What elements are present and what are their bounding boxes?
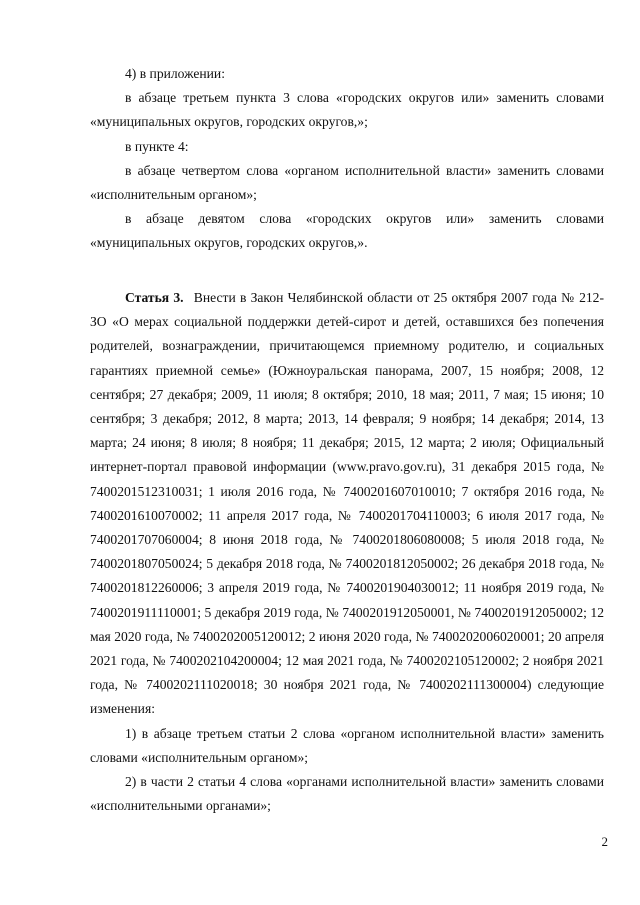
paragraph-item-4: 4) в приложении:	[125, 66, 225, 81]
article-3-intro-text: Внести в Закон Челябинской области от 25 октября 2007 года № 212-ЗО «О мерах социальной поддержки детей-сирот и детей, оставшихся без попечения родителей, вознаграждении, причитающемся приемному родителю, и социальных гарантиях приемной семье» (Южноуральская панорама, 2007, 15 ноября; 2008, 12 сентября; 27 декабря; 2009, 11 июля; 8 октября; 2010, 18 мая; 2011, 7 мая; 15 июня; 10 сентября; 3 декабря; 2012, 8 марта; 2013, 14 февраля; 9 ноября; 14 декабря; 2014, 13 марта; 24 июня; 8 июля; 8 ноября; 11 декабря; 2015, 12 марта; 2 июля; Официальный интернет-портал правовой информации (www.pravo.gov.ru), 31 декабря 2015 года, № 7400201512310031; 1 июля 2016 года, № 7400201607010010; 7 октября 2016 года, № 7400201610070002; 11 апреля 2017 года, № 7400201704110003; 6 июля 2017 года, № 7400201707060004; 8 июня 2018 года, № 7400201806080008; 5 июля 2018 года, № 7400201807050024; 5 декабря 2018 года, № 7400201812050002; 26 декабря 2018 года, № 7400201812260006; 3 апреля 2019 года, № 7400201904030012; 11 ноября 2019 года, № 7400201911110001; 5 декабря 2019 года, № 7400201912050001, № 7400201912050002; 12 мая 2020 года, № 7400202005120012; 2 июня 2020 года, № 7400202006020001; 20 апреля 2021 года, № 7400202104200004; 12 мая 2021 года, № 7400202105120002; 2 ноября 2021 года, № 7400202111020018; 30 ноября 2021 года, № 7400202111300004) следующие изменения:	[90, 290, 604, 717]
paragraph-point-4-heading: в пункте 4:	[125, 138, 189, 154]
article-3-intro-paragraph	[90, 286, 604, 722]
paragraph-point-4-abzats-9: в абзаце девятом слова «городских округов или» заменить словами «муниципальных округов, городских округов,».	[90, 211, 604, 251]
article-3-section	[90, 286, 604, 818]
paragraph-point-4-abzats-4: в абзаце четвертом слова «органом исполнительной власти» заменить словами «исполнительным органом»;	[90, 162, 604, 203]
article-3-item-2: 2) в части 2 статьи 4 слова «органами исполнительной власти» заменить словами «исполнительными органами»;	[90, 774, 604, 814]
article-3-item-1: 1) в абзаце третьем статьи 2 слова «органом исполнительной власти» заменить словами «исполнительным органом»;	[90, 725, 604, 765]
page-number: 2	[601, 834, 608, 849]
article-heading: Статья 3.	[125, 290, 184, 305]
amendments-section	[90, 62, 604, 256]
paragraph-point-3: в абзаце третьем пункта 3 слова «городских округов или» заменить словами «муниципальных округов, городских округов,»;	[90, 90, 604, 130]
